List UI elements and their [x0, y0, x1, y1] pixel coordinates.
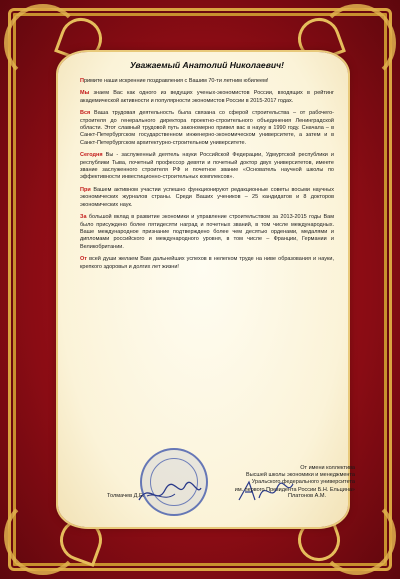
- paragraph: За большой вклад в развитие экономики и управление строительством за 2013-2015 годы Вам было присуждено более пятидесяти наград и почетных званий, в том числе международных. Ваше международное признание подтверждено более чем десятью орденами, медалями и дипломами российского и международного уровня, в том числе – Франции, Германии и Великобритании.: [80, 214, 334, 250]
- paragraph: Примите наши искренние поздравления с Вашим 70-ти летним юбилеем!: [80, 78, 269, 84]
- paragraph: От всей души желаем Вам дальнейших успехов в нелегком труде на ниве образования и науки, крепкого здоровья и долгих лет жизни!: [80, 256, 334, 270]
- letter-title: Уважаемый Анатолий Николаевич!: [129, 60, 285, 70]
- signature-line: Уральского федерального университета: [251, 479, 355, 486]
- paragraph: При Вашем активном участии успешно функционируют редакционные советы восьми научных экономических журналов страны. Среди Ваших учеников – 25 кандидатов и 8 докторов экономических наук.: [80, 186, 334, 208]
- signature-block: [225, 465, 355, 494]
- signer-left-name: Толмачев Д.Е.: [107, 493, 145, 499]
- paragraph: Вся Ваша трудовая деятельность была связана со сферой строительства – от рабочего-строителя до генерального директора проектно-строительного объединения Ленинградской области. Этот славный трудовой путь закономерно привел вас в науку в 1990 году. Сначала – в Санкт-Петербургском государственном инженерно-экономическом университете, а затем и в Санкт-Петербургском архитектурно-строительном университете.: [80, 110, 334, 146]
- paragraph: Сегодня Вы - заслуженный деятель науки Российской Федерации, Удмуртской республики и республики Тыва, почетный профессор девяти и почетный доктор двух университетов, имеете звание заслуженного строителя РФ и почетное звание «Основатель научной школы по эффективности инвестиционно-строительных комплексов».: [80, 152, 334, 181]
- paragraph: Мы знаем Вас как одного из ведущих ученых-экономистов России, входящих в рейтинг академической активности и популярности экономистов России в 2015-2017 годах.: [80, 90, 334, 104]
- letter-body: [80, 60, 334, 276]
- signature-left: [135, 478, 205, 508]
- signer-right-name: Платонов А.М.: [288, 493, 327, 499]
- signature-line: Высшей школы экономики и менеджмента: [246, 472, 355, 479]
- signature-line: От имени коллектива: [300, 465, 355, 471]
- signature-line: им. первого Президента России Б.Н. Ельцина»: [234, 486, 355, 493]
